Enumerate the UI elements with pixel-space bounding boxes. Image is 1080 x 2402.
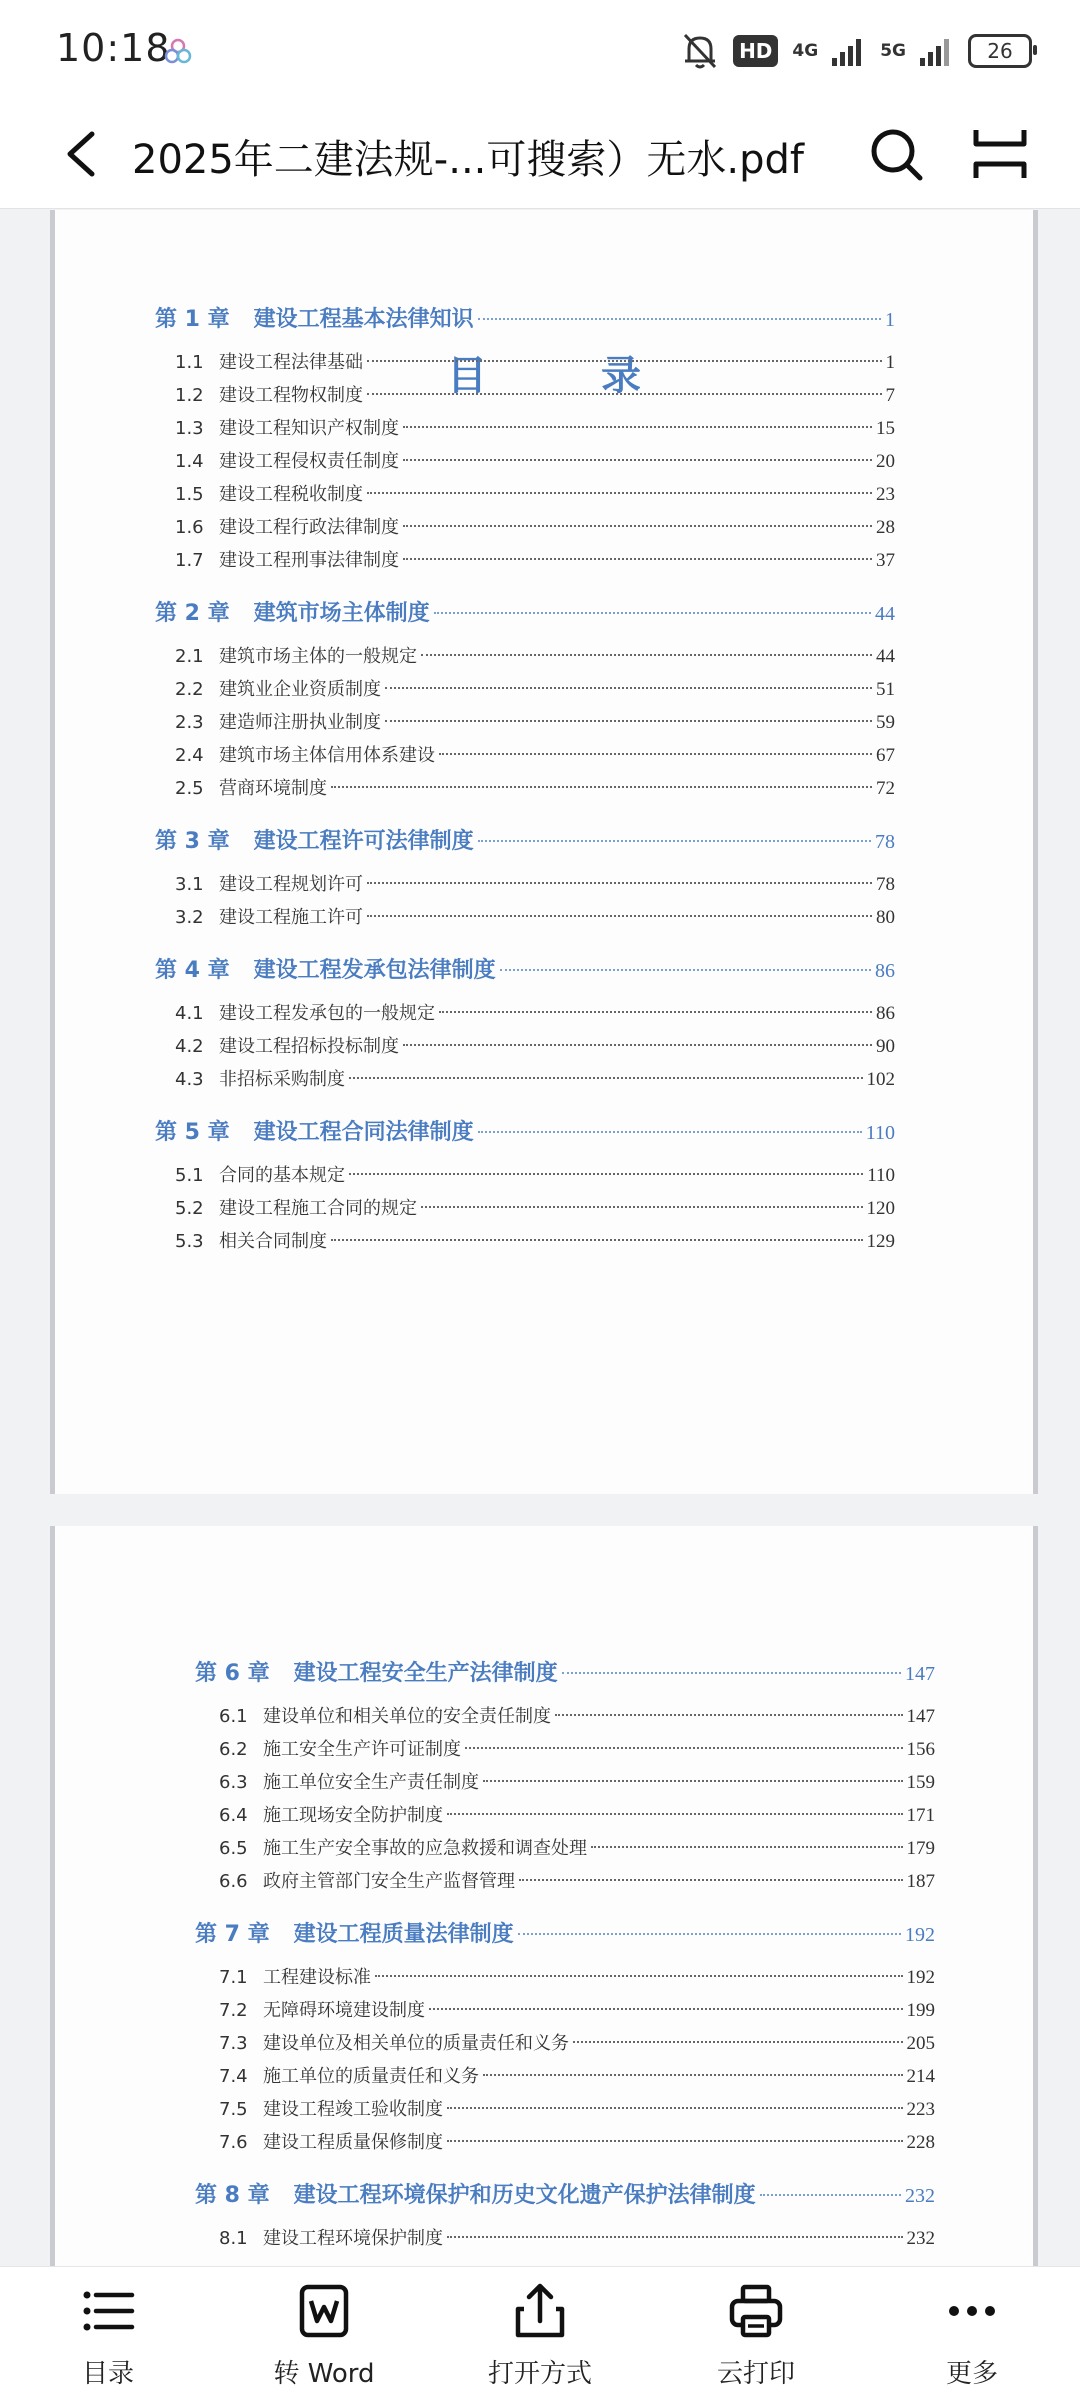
status-bar <box>0 0 1080 100</box>
toc-index: 第 2 章 <box>155 601 230 626</box>
toc-leader-dots <box>439 1011 872 1013</box>
document-header <box>0 100 1080 209</box>
toc-label: 施工安全生产许可证制度 <box>263 1739 461 1760</box>
toc-leader-dots <box>434 612 871 614</box>
toc-label: 建设工程知识产权制度 <box>219 418 399 439</box>
toc-leader-dots <box>367 360 882 362</box>
toc-index: 第 1 章 <box>155 307 230 332</box>
cloud-print-label: 云打印 <box>716 2359 795 2389</box>
toc-leader-dots <box>375 1975 903 1977</box>
toc-label: 合同的基本规定 <box>219 1165 345 1186</box>
status-time: 10:18 <box>56 26 171 70</box>
toc-leader-dots <box>403 558 872 560</box>
toc-leader-dots <box>367 915 872 917</box>
toc-section-row[interactable] <box>175 546 895 572</box>
toc-label: 建设工程质量法律制度 <box>293 1922 514 1947</box>
toc-page-number: 156 <box>906 1739 935 1760</box>
toc-label: 施工单位安全生产责任制度 <box>263 1772 479 1793</box>
toc-index: 6.4 <box>219 1805 248 1826</box>
toc-page-number: 232 <box>906 2228 935 2249</box>
printer-icon <box>726 2281 786 2341</box>
toc-index: 1.4 <box>175 451 204 472</box>
toc-section-row[interactable] <box>175 1032 895 1058</box>
toc-section-row[interactable] <box>219 1834 935 1860</box>
toc-index: 2.3 <box>175 712 204 733</box>
toc-chapter-row[interactable] <box>155 596 895 627</box>
toc-label: 建设单位及相关单位的质量责任和义务 <box>263 2033 569 2054</box>
toc-index: 第 7 章 <box>195 1922 270 1947</box>
toc-index: 7.3 <box>219 2033 248 2054</box>
toc-index: 7.1 <box>219 1967 248 1988</box>
toc-page-number: 171 <box>906 1805 935 1826</box>
toc-label: 建设工程环境保护制度 <box>263 2228 443 2249</box>
toc-leader-dots <box>760 2194 901 2196</box>
toc-index: 第 3 章 <box>155 829 230 854</box>
toc-index: 3.1 <box>175 874 204 895</box>
toc-leader-dots <box>478 318 881 320</box>
toc-page-number: 120 <box>866 1198 895 1219</box>
toc-leader-dots <box>447 2107 903 2109</box>
toc-page-number: 110 <box>865 1122 895 1144</box>
toc-page-number: 72 <box>876 778 895 799</box>
toc-leader-dots <box>483 2074 903 2076</box>
toc-label: 施工现场安全防护制度 <box>263 1805 443 1826</box>
toc-page-number: 199 <box>906 2000 935 2021</box>
toc-index: 7.2 <box>219 2000 248 2021</box>
toc-section-row[interactable] <box>219 1867 935 1893</box>
toc-label: 建设工程安全生产法律制度 <box>293 1661 558 1686</box>
open-with-label: 打开方式 <box>487 2359 592 2389</box>
toc-page-number: 90 <box>876 1036 895 1057</box>
toc-leader-dots <box>349 1077 863 1079</box>
toc-label: 建设工程物权制度 <box>219 385 363 406</box>
toc-section-row[interactable] <box>175 348 895 374</box>
pdf-page-1[interactable] <box>50 210 1038 1494</box>
toc-index: 2.4 <box>175 745 204 766</box>
toc-title: 目 录 <box>447 353 691 399</box>
toc-page-number: 20 <box>876 451 895 472</box>
toc-page-number: 28 <box>876 517 895 538</box>
search-icon[interactable] <box>866 124 926 184</box>
toc-page-number: 223 <box>906 2099 935 2120</box>
toc-label: 工程建设标准 <box>263 1967 371 1988</box>
toc-section-row[interactable] <box>219 1996 935 2022</box>
toc-section-row[interactable] <box>219 1702 935 1728</box>
toc-leader-dots <box>429 2008 903 2010</box>
toc-label: 建设工程基本法律知识 <box>253 307 474 332</box>
toc-chapter-row[interactable] <box>155 302 895 333</box>
toc-section-row[interactable] <box>175 447 895 473</box>
toc-index: 3.2 <box>175 907 204 928</box>
toc-index: 7.4 <box>219 2066 248 2087</box>
toc-leader-dots <box>403 426 872 428</box>
toc-label: 政府主管部门安全生产监督管理 <box>263 1871 515 1892</box>
toc-leader-dots <box>483 1780 903 1782</box>
toc-leader-dots <box>439 753 872 755</box>
open-with-button[interactable] <box>432 2281 648 2399</box>
bottom-toolbar <box>0 2266 1080 2402</box>
toc-leader-dots <box>519 1879 903 1881</box>
toc-index: 7.5 <box>219 2099 248 2120</box>
battery-indicator: 26 <box>968 34 1032 68</box>
toc-leader-dots <box>367 393 882 395</box>
toc-label: 建设工程行政法律制度 <box>219 517 399 538</box>
convert-word-button[interactable] <box>216 2281 432 2399</box>
toc-leader-dots <box>478 1131 862 1133</box>
toc-leader-dots <box>403 525 872 527</box>
toc-page-number: 187 <box>906 1871 935 1892</box>
toc-leader-dots <box>421 1206 863 1208</box>
toc-button-label: 目录 <box>81 2359 134 2389</box>
toc-label: 建设工程施工许可 <box>219 907 363 928</box>
toc-index: 6.5 <box>219 1838 248 1859</box>
toc-page-number: 44 <box>876 646 895 667</box>
toc-section-row[interactable] <box>219 2128 935 2154</box>
toc-label: 施工生产安全事故的应急救援和调查处理 <box>263 1838 587 1859</box>
toc-leader-dots <box>331 786 872 788</box>
toc-page-number: 23 <box>876 484 895 505</box>
toc-page-number: 147 <box>905 1663 935 1685</box>
toc-label: 建筑市场主体制度 <box>253 601 430 626</box>
toc-page-number: 80 <box>876 907 895 928</box>
toc-index: 6.1 <box>219 1706 248 1727</box>
more-label: 更多 <box>945 2359 998 2389</box>
toc-page-number: 159 <box>906 1772 935 1793</box>
toc-leader-dots <box>403 459 872 461</box>
more-button[interactable] <box>864 2281 1080 2399</box>
toc-label: 建设工程许可法律制度 <box>253 829 474 854</box>
toc-page-number: 228 <box>906 2132 935 2153</box>
toc-index: 4.2 <box>175 1036 204 1057</box>
toc-leader-dots <box>403 1044 872 1046</box>
network-4g-label: 4G <box>792 40 819 61</box>
toc-page-number: 51 <box>876 679 895 700</box>
toc-label: 营商环境制度 <box>219 778 327 799</box>
toc-leader-dots <box>500 969 871 971</box>
toc-index: 6.2 <box>219 1739 248 1760</box>
toc-index: 第 8 章 <box>195 2183 270 2208</box>
toc-leader-dots <box>331 1239 863 1241</box>
toc-section-row[interactable] <box>175 1194 895 1220</box>
toc-index: 2.1 <box>175 646 204 667</box>
toc-label: 建设工程税收制度 <box>219 484 363 505</box>
toc-page-number: 129 <box>866 1231 895 1252</box>
toc-index: 第 5 章 <box>155 1120 230 1145</box>
toc-index: 5.1 <box>175 1165 204 1186</box>
toc-chapter-row[interactable] <box>155 1115 895 1146</box>
toc-section-row[interactable] <box>219 2029 935 2055</box>
toc-leader-dots <box>573 2041 903 2043</box>
pdf-page-2[interactable] <box>50 1526 1038 2266</box>
toc-page-number: 147 <box>906 1706 935 1727</box>
toc-page-number: 214 <box>906 2066 935 2087</box>
toc-index: 1.5 <box>175 484 204 505</box>
back-icon[interactable] <box>58 126 106 182</box>
toc-leader-dots <box>478 840 871 842</box>
toc-label: 建设工程法律基础 <box>219 352 363 373</box>
document-title: 2025年二建法规-...可搜索）无水.pdf <box>132 137 804 183</box>
toc-section-row[interactable] <box>219 1963 935 1989</box>
toc-label: 建设工程环境保护和历史文化遗产保护法律制度 <box>293 2183 756 2208</box>
toc-index: 1.3 <box>175 418 204 439</box>
toc-index: 第 4 章 <box>155 958 230 983</box>
toc-label: 建筑业企业资质制度 <box>219 679 381 700</box>
toc-chapter-row[interactable] <box>195 2178 935 2209</box>
toc-section-row[interactable] <box>175 999 895 1025</box>
toc-index: 第 6 章 <box>195 1661 270 1686</box>
toc-section-row[interactable] <box>219 1801 935 1827</box>
toc-leader-dots <box>591 1846 903 1848</box>
toc-index: 1.1 <box>175 352 204 373</box>
toc-page-number: 7 <box>885 385 895 406</box>
toc-leader-dots <box>385 720 872 722</box>
convert-word-label: 转 Word <box>273 2359 375 2389</box>
hd-badge: HD <box>733 35 778 67</box>
toc-page-number: 232 <box>905 2185 935 2207</box>
toc-section-row[interactable] <box>219 2095 935 2121</box>
toc-chapter-row[interactable] <box>195 1917 935 1948</box>
toc-leader-dots <box>562 1672 901 1674</box>
toc-leader-dots <box>447 2140 903 2142</box>
toc-index: 2.2 <box>175 679 204 700</box>
exit-fullscreen-icon[interactable] <box>970 124 1030 184</box>
toc-section-row[interactable] <box>175 513 895 539</box>
toc-section-row[interactable] <box>175 414 895 440</box>
toc-page-number: 179 <box>906 1838 935 1859</box>
toc-page-number: 1 <box>885 352 895 373</box>
toc-section-row[interactable] <box>175 381 895 407</box>
toc-page-number: 192 <box>905 1924 935 1946</box>
toc-label: 施工单位的质量责任和义务 <box>263 2066 479 2087</box>
toc-page-number: 86 <box>875 960 895 982</box>
toc-leader-dots <box>447 2236 903 2238</box>
toc-index: 1.7 <box>175 550 204 571</box>
toc-leader-dots <box>465 1747 903 1749</box>
toc-index: 5.2 <box>175 1198 204 1219</box>
toc-leader-dots <box>367 492 872 494</box>
app-notification-icon <box>162 36 194 68</box>
signal-icon <box>832 36 866 66</box>
toc-label: 建设工程竣工验收制度 <box>263 2099 443 2120</box>
toc-section-row[interactable] <box>175 1227 895 1253</box>
toc-label: 非招标采购制度 <box>219 1069 345 1090</box>
toc-section-row[interactable] <box>175 774 895 800</box>
toc-index: 1.6 <box>175 517 204 538</box>
toc-page-number: 44 <box>875 603 895 625</box>
word-icon <box>294 2281 354 2341</box>
more-icon <box>942 2281 1002 2341</box>
toc-page-number: 37 <box>876 550 895 571</box>
toc-index: 7.6 <box>219 2132 248 2153</box>
share-icon <box>510 2281 570 2341</box>
toc-label: 无障碍环境建设制度 <box>263 2000 425 2021</box>
toc-page-number: 110 <box>867 1165 895 1186</box>
toc-section-row[interactable] <box>175 675 895 701</box>
toc-page-number: 205 <box>906 2033 935 2054</box>
toc-leader-dots <box>349 1173 863 1175</box>
toc-section-row[interactable] <box>175 1065 895 1091</box>
toc-index: 2.5 <box>175 778 204 799</box>
toc-page-number: 15 <box>876 418 895 439</box>
cloud-print-button[interactable] <box>648 2281 864 2399</box>
toc-label: 建设工程招标投标制度 <box>219 1036 399 1057</box>
toc-label: 建筑市场主体信用体系建设 <box>219 745 435 766</box>
toc-label: 建设工程施工合同的规定 <box>219 1198 417 1219</box>
toc-index: 4.1 <box>175 1003 204 1024</box>
toc-label: 建设工程发承包的一般规定 <box>219 1003 435 1024</box>
toc-page-number: 78 <box>875 831 895 853</box>
toc-page-number: 1 <box>885 309 895 331</box>
toc-page-number: 192 <box>906 1967 935 1988</box>
toc-label: 建设工程合同法律制度 <box>253 1120 474 1145</box>
toc-label: 建设单位和相关单位的安全责任制度 <box>263 1706 551 1727</box>
toc-leader-dots <box>518 1933 901 1935</box>
toc-chapter-row[interactable] <box>155 824 895 855</box>
list-icon <box>78 2281 138 2341</box>
toc-section-row[interactable] <box>175 903 895 929</box>
toc-label: 建造师注册执业制度 <box>219 712 381 733</box>
toc-section-row[interactable] <box>219 2062 935 2088</box>
toc-label: 建设工程规划许可 <box>219 874 363 895</box>
network-5g-label: 5G <box>880 40 906 61</box>
signal-icon-2 <box>920 36 954 66</box>
toc-index: 6.3 <box>219 1772 248 1793</box>
toc-index: 4.3 <box>175 1069 204 1090</box>
toc-label: 建设工程质量保修制度 <box>263 2132 443 2153</box>
toc-leader-dots <box>555 1714 903 1716</box>
toc-label: 建设工程侵权责任制度 <box>219 451 399 472</box>
toc-section-row[interactable] <box>175 870 895 896</box>
toc-leader-dots <box>385 687 872 689</box>
toc-section-row[interactable] <box>219 1735 935 1761</box>
toc-label: 相关合同制度 <box>219 1231 327 1252</box>
toc-index: 8.1 <box>219 2228 248 2249</box>
toc-section-row[interactable] <box>175 741 895 767</box>
toc-page-number: 59 <box>876 712 895 733</box>
toc-leader-dots <box>367 882 872 884</box>
toc-page-number: 102 <box>866 1069 895 1090</box>
toc-section-row[interactable] <box>175 480 895 506</box>
toc-section-row[interactable] <box>219 1768 935 1794</box>
toc-section-row[interactable] <box>219 2224 935 2250</box>
toc-page-number: 78 <box>876 874 895 895</box>
toc-button[interactable] <box>0 2281 216 2399</box>
toc-label: 建设工程发承包法律制度 <box>253 958 496 983</box>
toc-chapter-row[interactable] <box>195 1656 935 1687</box>
toc-label: 建设工程刑事法律制度 <box>219 550 399 571</box>
toc-leader-dots <box>447 1813 903 1815</box>
toc-section-row[interactable] <box>175 1161 895 1187</box>
toc-chapter-row[interactable] <box>155 953 895 984</box>
mute-bell-icon <box>681 31 719 71</box>
toc-leader-dots <box>421 654 872 656</box>
toc-page-number: 86 <box>876 1003 895 1024</box>
toc-section-row[interactable] <box>175 642 895 668</box>
toc-section-row[interactable] <box>175 708 895 734</box>
toc-index: 5.3 <box>175 1231 204 1252</box>
toc-index: 6.6 <box>219 1871 248 1892</box>
toc-label: 建筑市场主体的一般规定 <box>219 646 417 667</box>
toc-index: 1.2 <box>175 385 204 406</box>
toc-page-number: 67 <box>876 745 895 766</box>
